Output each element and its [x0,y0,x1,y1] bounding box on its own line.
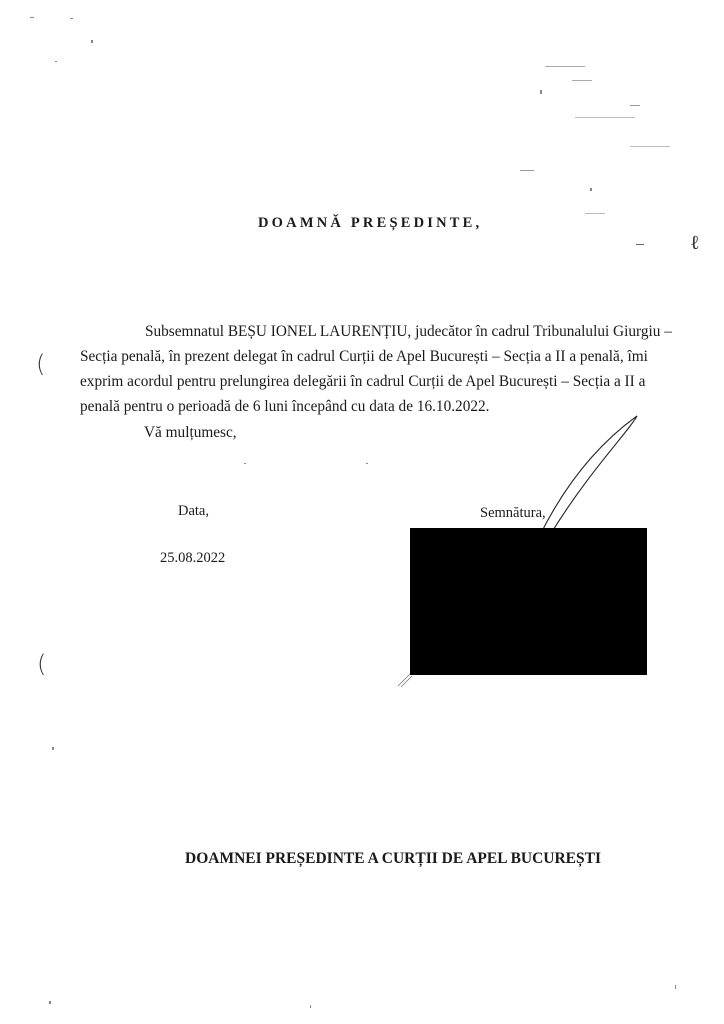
signature-label: Semnătura, [480,505,546,521]
signature-stroke-icon [530,410,650,540]
signature-tail-icon [396,670,416,690]
margin-mark: ( [36,350,46,378]
redaction-box [410,528,647,675]
corner-mark: ℓ [690,230,700,254]
body-line: exprim acordul pentru prelungirea delegării în cadrul Curții de Apel București – Secția a II a [80,373,646,390]
document-heading: DOAMNĂ PREȘEDINTE, [258,215,483,231]
date-value: 25.08.2022 [160,550,226,566]
body-line: Secția penală, în prezent delegat în cadrul Curții de Apel București – Secția a II a penală, îmi [80,348,648,365]
addressee-heading: DOAMNEI PREȘEDINTE A CURȚII DE APEL BUCUREȘTI [185,850,602,867]
margin-mark: ( [37,650,47,678]
body-line: penală pentru o perioadă de 6 luni începând cu data de 16.10.2022. [80,398,490,415]
closing-text: Vă mulțumesc, [144,424,237,441]
date-label: Data, [178,503,209,519]
body-line: Subsemnatul BEȘU IONEL LAURENȚIU, judecător în cadrul Tribunalului Giurgiu – [145,323,672,340]
